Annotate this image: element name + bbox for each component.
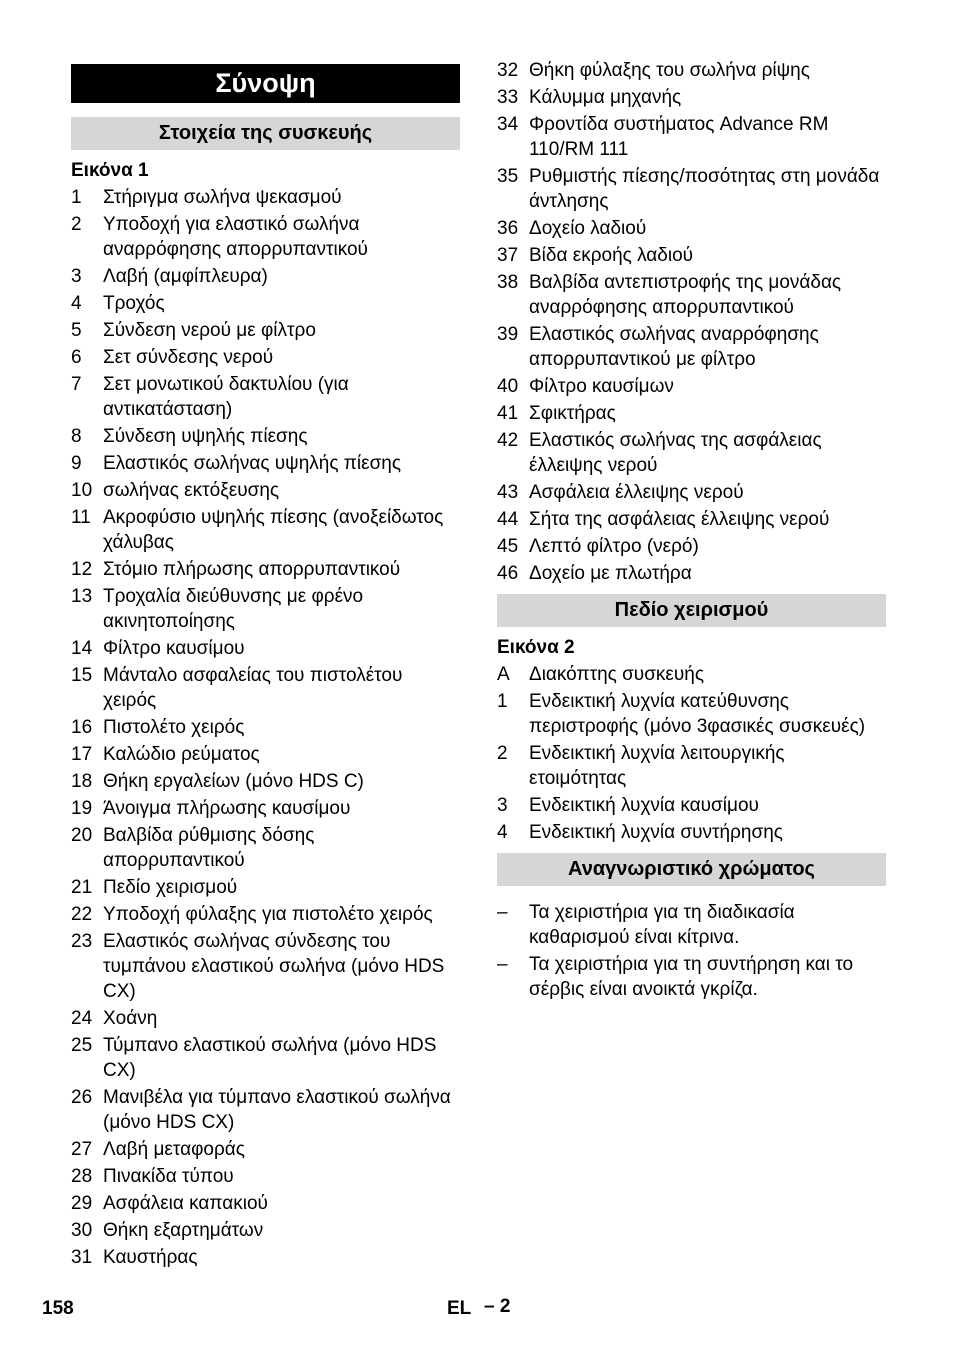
item-text: Φροντίδα συστήματος Advance RM 110/RM 111 xyxy=(529,114,829,160)
item-number: 46 xyxy=(497,563,519,584)
list-item xyxy=(497,689,886,739)
item-text: Σύνδεση υψηλής πίεσης xyxy=(103,426,308,447)
item-text: Ελαστικός σωλήνας της ασφάλειας έλλειψης νερού xyxy=(529,430,822,476)
item-text: Ελαστικός σωλήνας σύνδεσης του τυμπάνου ελαστικού σωλήνα (μόνο HDS CX) xyxy=(103,931,445,1002)
item-text: Ασφάλεια καπακιού xyxy=(103,1193,268,1214)
list-item xyxy=(71,318,460,343)
item-number: 16 xyxy=(71,717,93,738)
list-item xyxy=(71,1137,460,1162)
list-item xyxy=(71,212,460,262)
list-item xyxy=(497,428,886,478)
item-text: Βίδα εκροής λαδιού xyxy=(529,245,694,266)
list-item xyxy=(71,1245,460,1270)
item-number: 7 xyxy=(71,374,82,395)
item-number: 1 xyxy=(497,691,508,712)
item-number: 4 xyxy=(71,293,82,314)
item-number: 4 xyxy=(497,822,508,843)
list-item xyxy=(71,505,460,555)
section-heading-control-panel: Πεδίο χειρισμού xyxy=(497,594,886,627)
right-column xyxy=(497,58,886,1004)
item-number: 21 xyxy=(71,877,93,898)
item-number: 39 xyxy=(497,324,519,345)
item-text: Θήκη φύλαξης του σωλήνα ρίψης xyxy=(529,60,810,81)
item-text: Ρυθμιστής πίεσης/ποσότητας στη μονάδα άντλησης xyxy=(529,166,880,212)
item-text: Τροχός xyxy=(103,293,165,314)
list-item xyxy=(71,1164,460,1189)
list-item xyxy=(71,1218,460,1243)
item-number: 24 xyxy=(71,1008,93,1029)
list-item xyxy=(497,58,886,83)
list-item xyxy=(71,478,460,503)
item-text: Ελαστικός σωλήνας υψηλής πίεσης xyxy=(103,453,402,474)
page-title: Σύνοψη xyxy=(71,64,460,103)
item-text: Δοχείο με πλωτήρα xyxy=(529,563,692,584)
item-text: Σετ μονωτικού δακτυλίου (για αντικατάσταση) xyxy=(103,374,349,420)
item-text: Σήτα της ασφάλειας έλλειψης νερού xyxy=(529,509,830,530)
item-number: 12 xyxy=(71,559,93,580)
list-item xyxy=(71,929,460,1004)
list-item xyxy=(71,372,460,422)
item-number: 33 xyxy=(497,87,519,108)
item-text: Φίλτρο καυσίμων xyxy=(529,376,674,397)
list-item xyxy=(497,952,886,1002)
item-number: 25 xyxy=(71,1035,93,1056)
list-item xyxy=(497,164,886,214)
figure-label-2: Εικόνα 2 xyxy=(497,637,575,658)
list-item xyxy=(71,742,460,767)
item-number: 26 xyxy=(71,1087,93,1108)
item-number: 3 xyxy=(497,795,508,816)
list-item xyxy=(71,1085,460,1135)
item-number: 40 xyxy=(497,376,519,397)
item-number: 2 xyxy=(497,743,508,764)
item-number: 29 xyxy=(71,1193,93,1214)
list-item xyxy=(497,243,886,268)
item-number: 28 xyxy=(71,1166,93,1187)
list-item xyxy=(497,216,886,241)
item-text: Σύνδεση νερού με φίλτρο xyxy=(103,320,316,341)
list-item xyxy=(71,1006,460,1031)
item-text: Βαλβίδα αντεπιστροφής της μονάδας αναρρόφησης απορρυπαντικού xyxy=(529,272,842,318)
item-number: 35 xyxy=(497,166,519,187)
section-heading-color-code: Αναγνωριστικό χρώματος xyxy=(497,853,886,886)
item-text: Πιστολέτο χειρός xyxy=(103,717,245,738)
item-text: Καυστήρας xyxy=(103,1247,198,1268)
item-text: Θήκη εξαρτημάτων xyxy=(103,1220,264,1241)
item-number: 15 xyxy=(71,665,93,686)
list-item xyxy=(71,636,460,661)
list-item xyxy=(497,534,886,559)
list-item xyxy=(71,557,460,582)
item-number: 1 xyxy=(71,187,82,208)
list-item xyxy=(71,584,460,634)
list-item xyxy=(497,374,886,399)
section-heading-components: Στοιχεία της συσκευής xyxy=(71,117,460,150)
list-item xyxy=(71,1033,460,1083)
item-text: Καλώδιο ρεύματος xyxy=(103,744,260,765)
list-item xyxy=(497,741,886,791)
item-text: Ελαστικός σωλήνας αναρρόφησης απορρυπαντικού με φίλτρο xyxy=(529,324,819,370)
list-item xyxy=(497,401,886,426)
page-number: 158 xyxy=(42,1298,74,1319)
item-number: A xyxy=(497,664,510,685)
list-item xyxy=(497,112,886,162)
item-number: 32 xyxy=(497,60,519,81)
item-number: 18 xyxy=(71,771,93,792)
item-text: Υποδοχή φύλαξης για πιστολέτο χειρός xyxy=(103,904,433,925)
item-text: Ασφάλεια έλλειψης νερού xyxy=(529,482,744,503)
item-text: Λαβή (αμφίπλευρα) xyxy=(103,266,268,287)
item-number: 41 xyxy=(497,403,519,424)
item-text: Ακροφύσιο υψηλής πίεσης (ανοξείδωτος χάλυβας xyxy=(103,507,444,553)
item-number: – xyxy=(497,954,508,975)
item-number: 5 xyxy=(71,320,82,341)
item-number: 27 xyxy=(71,1139,93,1160)
list-item xyxy=(497,793,886,818)
list-item xyxy=(71,185,460,210)
item-text: Μανιβέλα για τύμπανο ελαστικού σωλήνα (μόνο HDS CX) xyxy=(103,1087,451,1133)
item-number: 19 xyxy=(71,798,93,819)
item-number: 22 xyxy=(71,904,93,925)
list-item xyxy=(497,507,886,532)
item-text: Μάνταλο ασφαλείας του πιστολέτου χειρός xyxy=(103,665,403,711)
item-number: 34 xyxy=(497,114,519,135)
item-text: Στόμιο πλήρωσης απορρυπαντικού xyxy=(103,559,401,580)
item-number: 42 xyxy=(497,430,519,451)
item-text: Σφικτήρας xyxy=(529,403,616,424)
item-text: Ενδεικτική λυχνία κατεύθυνσης περιστροφής (μόνο 3φασικές συσκευές) xyxy=(529,691,866,737)
item-text: Πεδίο χειρισμού xyxy=(103,877,238,898)
list-item xyxy=(497,85,886,110)
list-item xyxy=(497,480,886,505)
item-text: Βαλβίδα ρύθμισης δόσης απορρυπαντικού xyxy=(103,825,315,871)
item-text: Στήριγμα σωλήνα ψεκασμού xyxy=(103,187,342,208)
figure-label: Εικόνα 1 xyxy=(71,160,149,181)
item-number: 30 xyxy=(71,1220,93,1241)
list-item xyxy=(71,291,460,316)
item-text: Υποδοχή για ελαστικό σωλήνα αναρρόφησης απορρυπαντικού xyxy=(103,214,368,260)
list-item xyxy=(71,345,460,370)
list-item xyxy=(497,561,886,586)
list-item xyxy=(497,820,886,845)
item-number: 13 xyxy=(71,586,93,607)
item-text: Ενδεικτική λυχνία λειτουργικής ετοιμότητας xyxy=(529,743,785,789)
item-text: Τροχαλία διεύθυνσης με φρένο ακινητοποίησης xyxy=(103,586,364,632)
item-number: 3 xyxy=(71,266,82,287)
item-number: – xyxy=(497,902,508,923)
list-item xyxy=(497,322,886,372)
list-item xyxy=(71,902,460,927)
item-number: 11 xyxy=(71,507,91,528)
item-number: 45 xyxy=(497,536,519,557)
list-item xyxy=(71,796,460,821)
item-number: 20 xyxy=(71,825,93,846)
item-text: Χοάνη xyxy=(103,1008,158,1029)
list-item xyxy=(71,264,460,289)
item-text: Θήκη εργαλείων (μόνο HDS C) xyxy=(103,771,364,792)
item-text: Τα χειριστήρια για τη διαδικασία καθαρισμού είναι κίτρινα. xyxy=(529,902,795,948)
item-text: Φίλτρο καυσίμου xyxy=(103,638,245,659)
item-text: Ενδεικτική λυχνία καυσίμου xyxy=(529,795,759,816)
item-number: 36 xyxy=(497,218,519,239)
list-item xyxy=(497,662,886,687)
item-number: 44 xyxy=(497,509,519,530)
item-text: Άνοιγμα πλήρωσης καυσίμου xyxy=(103,798,351,819)
list-item xyxy=(497,270,886,320)
sub-page-number: – 2 xyxy=(484,1296,511,1317)
list-item xyxy=(71,663,460,713)
item-text: σωλήνας εκτόξευσης xyxy=(103,480,280,501)
item-text: Πινακίδα τύπου xyxy=(103,1166,234,1187)
item-number: 23 xyxy=(71,931,93,952)
list-item xyxy=(497,900,886,950)
list-item xyxy=(71,451,460,476)
item-text: Σετ σύνδεσης νερού xyxy=(103,347,274,368)
item-text: Τύμπανο ελαστικού σωλήνα (μόνο HDS CX) xyxy=(103,1035,437,1081)
item-text: Διακόπτης συσκευής xyxy=(529,664,705,685)
list-item xyxy=(71,769,460,794)
item-text: Ενδεικτική λυχνία συντήρησης xyxy=(529,822,783,843)
list-item xyxy=(71,715,460,740)
components-list-left xyxy=(71,158,460,1272)
item-number: 43 xyxy=(497,482,519,503)
item-number: 17 xyxy=(71,744,93,765)
item-number: 14 xyxy=(71,638,93,659)
item-text: Δοχείο λαδιού xyxy=(529,218,647,239)
item-number: 31 xyxy=(71,1247,93,1268)
item-number: 8 xyxy=(71,426,82,447)
list-item xyxy=(71,1191,460,1216)
item-text: Λεπτό φίλτρο (νερό) xyxy=(529,536,699,557)
item-number: 9 xyxy=(71,453,82,474)
item-number: 6 xyxy=(71,347,82,368)
list-item xyxy=(71,424,460,449)
item-number: 10 xyxy=(71,480,93,501)
item-text: Κάλυμμα μηχανής xyxy=(529,87,682,108)
item-number: 2 xyxy=(71,214,82,235)
item-number: 37 xyxy=(497,245,519,266)
list-item xyxy=(71,823,460,873)
item-text: Τα χειριστήρια για τη συντήρηση και το σέρβις είναι ανοικτά γκρίζα. xyxy=(529,954,854,1000)
language-code: EL xyxy=(447,1298,472,1319)
item-number: 38 xyxy=(497,272,519,293)
item-text: Λαβή μεταφοράς xyxy=(103,1139,245,1160)
list-item xyxy=(71,875,460,900)
